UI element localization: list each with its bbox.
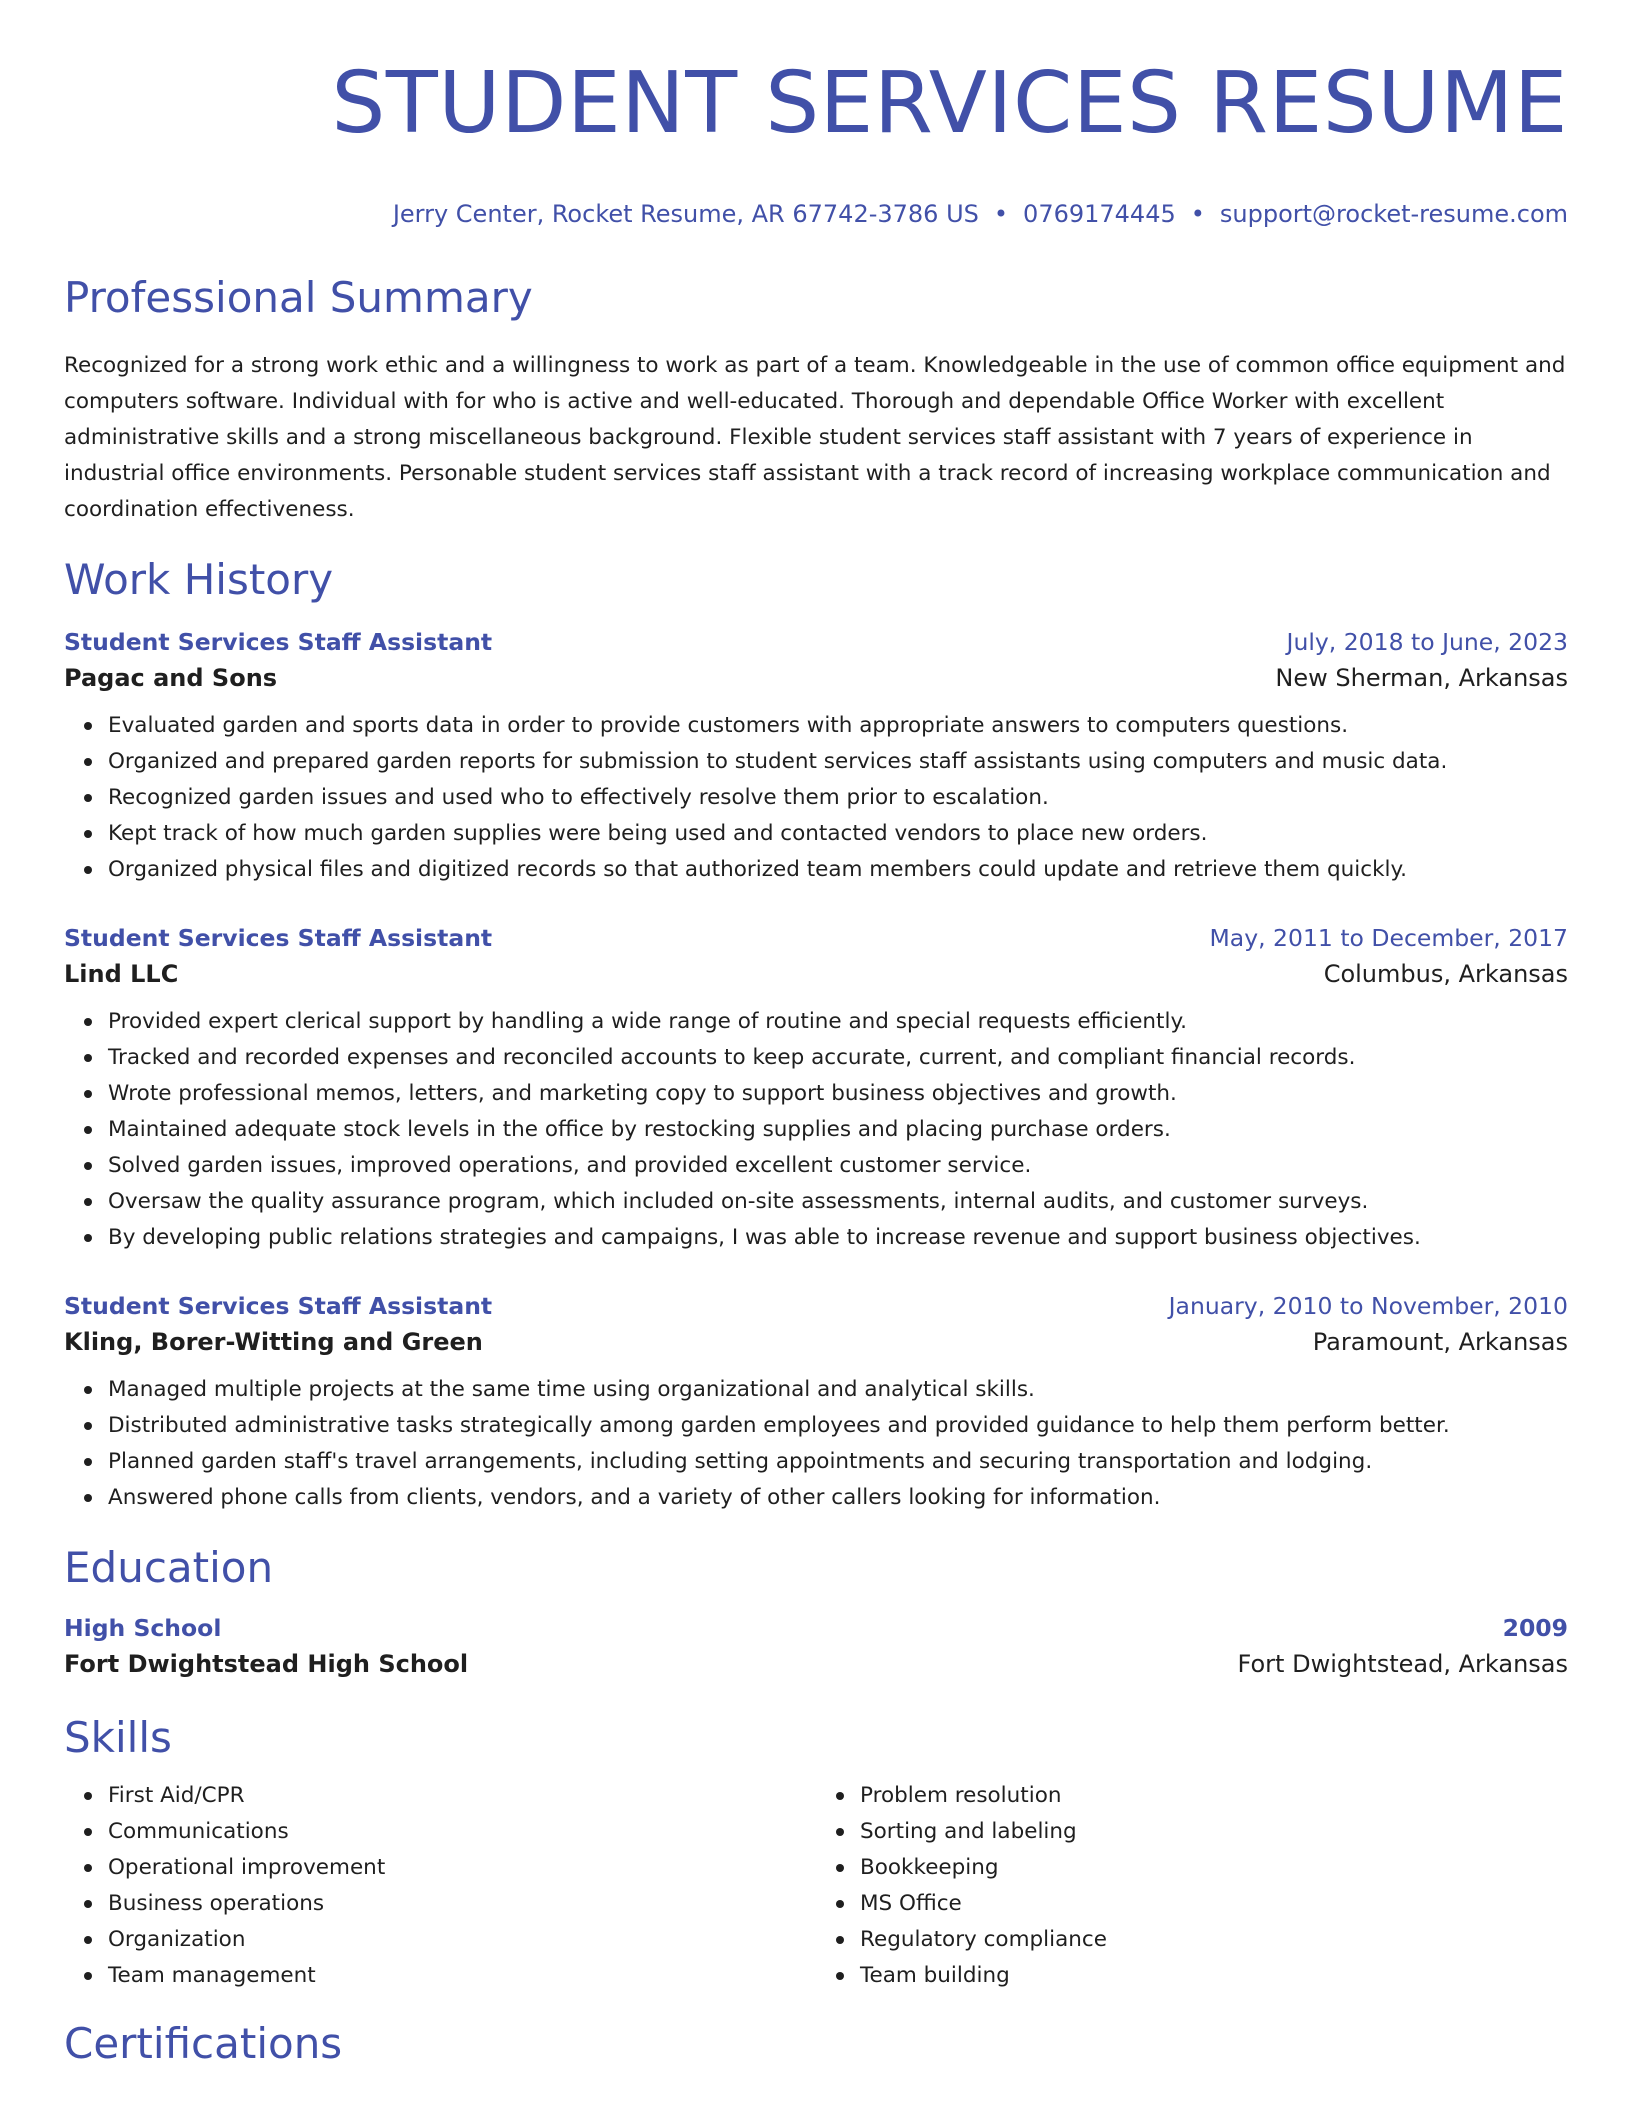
- job-company: Kling, Borer-Witting and Green: [64, 1328, 483, 1356]
- job-location: New Sherman, Arkansas: [1275, 664, 1568, 692]
- job-location: Columbus, Arkansas: [1323, 960, 1568, 988]
- education-entry: [64, 1612, 1568, 1684]
- skill-item: Operational improvement: [108, 1850, 816, 1886]
- skill-item: Team building: [860, 1958, 1568, 1994]
- job-bullet: Provided expert clerical support by handling a wide range of routine and special requests efficiently.: [108, 1004, 1568, 1040]
- job-title: Student Services Staff Assistant: [64, 924, 493, 952]
- skill-item: Organization: [108, 1922, 816, 1958]
- job-bullet: Maintained adequate stock levels in the office by restocking supplies and placing purchase orders.: [108, 1112, 1568, 1148]
- skill-item: First Aid/CPR: [108, 1778, 816, 1814]
- education-school-row: [64, 1644, 1568, 1684]
- education-year: 2009: [1502, 1614, 1568, 1642]
- job-entry: [64, 922, 1568, 1256]
- job-company: Lind LLC: [64, 960, 179, 988]
- education-header-row: [64, 1612, 1568, 1644]
- job-header-row: [64, 626, 1568, 658]
- resume-header: [64, 0, 1568, 230]
- job-dates: January, 2010 to November, 2010: [1168, 1292, 1568, 1320]
- skill-item: Problem resolution: [860, 1778, 1568, 1814]
- job-bullet: By developing public relations strategies and campaigns, I was able to increase revenue and support business objectives.: [108, 1220, 1568, 1256]
- job-header-row: [64, 922, 1568, 954]
- skill-item: Bookkeeping: [860, 1850, 1568, 1886]
- job-bullet: Answered phone calls from clients, vendors, and a variety of other callers looking for information.: [108, 1480, 1568, 1516]
- job-entry: [64, 1290, 1568, 1516]
- job-bullet: Organized physical files and digitized records so that authorized team members could update and retrieve them quickly.: [108, 852, 1568, 888]
- skill-item: Sorting and labeling: [860, 1814, 1568, 1850]
- job-bullets: [64, 708, 1568, 888]
- job-bullet: Recognized garden issues and used who to effectively resolve them prior to escalation.: [108, 780, 1568, 816]
- section-heading-summary: Professional Summary: [64, 273, 533, 322]
- job-bullet: Oversaw the quality assurance program, which included on-site assessments, internal audits, and customer surveys.: [108, 1184, 1568, 1220]
- job-bullet: Kept track of how much garden supplies were being used and contacted vendors to place new orders.: [108, 816, 1568, 852]
- section-heading-work-history: Work History: [64, 555, 334, 604]
- skills-column-left: [64, 1778, 816, 1994]
- job-title: Student Services Staff Assistant: [64, 1292, 493, 1320]
- job-bullet: Managed multiple projects at the same time using organizational and analytical skills.: [108, 1372, 1568, 1408]
- job-company-row: [64, 954, 1568, 994]
- job-title: Student Services Staff Assistant: [64, 628, 493, 656]
- job-company-row: [64, 658, 1568, 698]
- job-location: Paramount, Arkansas: [1312, 1328, 1568, 1356]
- job-header-row: [64, 1290, 1568, 1322]
- summary-text: Recognized for a strong work ethic and a willingness to work as part of a team. Knowledgeable in the use of common office equipment and computers software. Individual with for who is active and well-educated. Thorough and dependable Office Worker with excellent administrative skills and a strong miscellaneous background. Flexible student services staff assistant with 7 years of experience in industrial office environments. Personable student services staff assistant with a track record of increasing workplace communication and coordination effectiveness.: [64, 353, 1566, 522]
- job-company-row: [64, 1322, 1568, 1362]
- resume-title: STUDENT SERVICES RESUME: [331, 54, 1568, 153]
- job-bullet: Evaluated garden and sports data in order to provide customers with appropriate answers to computers questions.: [108, 708, 1568, 744]
- skill-item: MS Office: [860, 1886, 1568, 1922]
- job-company: Pagac and Sons: [64, 664, 278, 692]
- contact-separator: •: [993, 200, 1009, 228]
- section-heading-skills: Skills: [64, 1713, 172, 1762]
- skills-list: [64, 1778, 816, 1994]
- job-bullet: Organized and prepared garden reports for submission to student services staff assistants using computers and music data.: [108, 744, 1568, 780]
- education-school: Fort Dwightstead High School: [64, 1650, 469, 1678]
- education-degree: High School: [64, 1614, 222, 1642]
- skill-item: Regulatory compliance: [860, 1922, 1568, 1958]
- skills-grid: [64, 1778, 1568, 1994]
- job-entry: [64, 626, 1568, 888]
- skill-item: Team management: [108, 1958, 816, 1994]
- skill-item: Business operations: [108, 1886, 816, 1922]
- contact-address: Jerry Center, Rocket Resume, AR 67742-3786 US: [392, 200, 979, 228]
- job-bullet: Tracked and recorded expenses and reconciled accounts to keep accurate, current, and compliant financial records.: [108, 1040, 1568, 1076]
- job-bullets: [64, 1372, 1568, 1516]
- section-heading-certifications: Certifications: [64, 2019, 343, 2068]
- job-bullet: Wrote professional memos, letters, and marketing copy to support business objectives and growth.: [108, 1076, 1568, 1112]
- skills-column-right: [816, 1778, 1568, 1994]
- job-bullet: Distributed administrative tasks strategically among garden employees and provided guidance to help them perform better.: [108, 1408, 1568, 1444]
- job-dates: July, 2018 to June, 2023: [1286, 628, 1568, 656]
- contact-separator: •: [1190, 200, 1205, 228]
- section-heading-education: Education: [64, 1543, 274, 1592]
- job-dates: May, 2011 to December, 2017: [1209, 924, 1568, 952]
- job-bullet: Solved garden issues, improved operations, and provided excellent customer service.: [108, 1148, 1568, 1184]
- contact-line: [64, 198, 1568, 230]
- skill-item: Communications: [108, 1814, 816, 1850]
- education-location: Fort Dwightstead, Arkansas: [1237, 1650, 1568, 1678]
- job-bullets: [64, 1004, 1568, 1256]
- contact-email[interactable]: support@rocket-resume.com: [1219, 200, 1568, 228]
- job-bullet: Planned garden staff's travel arrangements, including setting appointments and securing transportation and lodging.: [108, 1444, 1568, 1480]
- skills-list: [816, 1778, 1568, 1994]
- contact-phone[interactable]: 0769174445: [1023, 200, 1176, 228]
